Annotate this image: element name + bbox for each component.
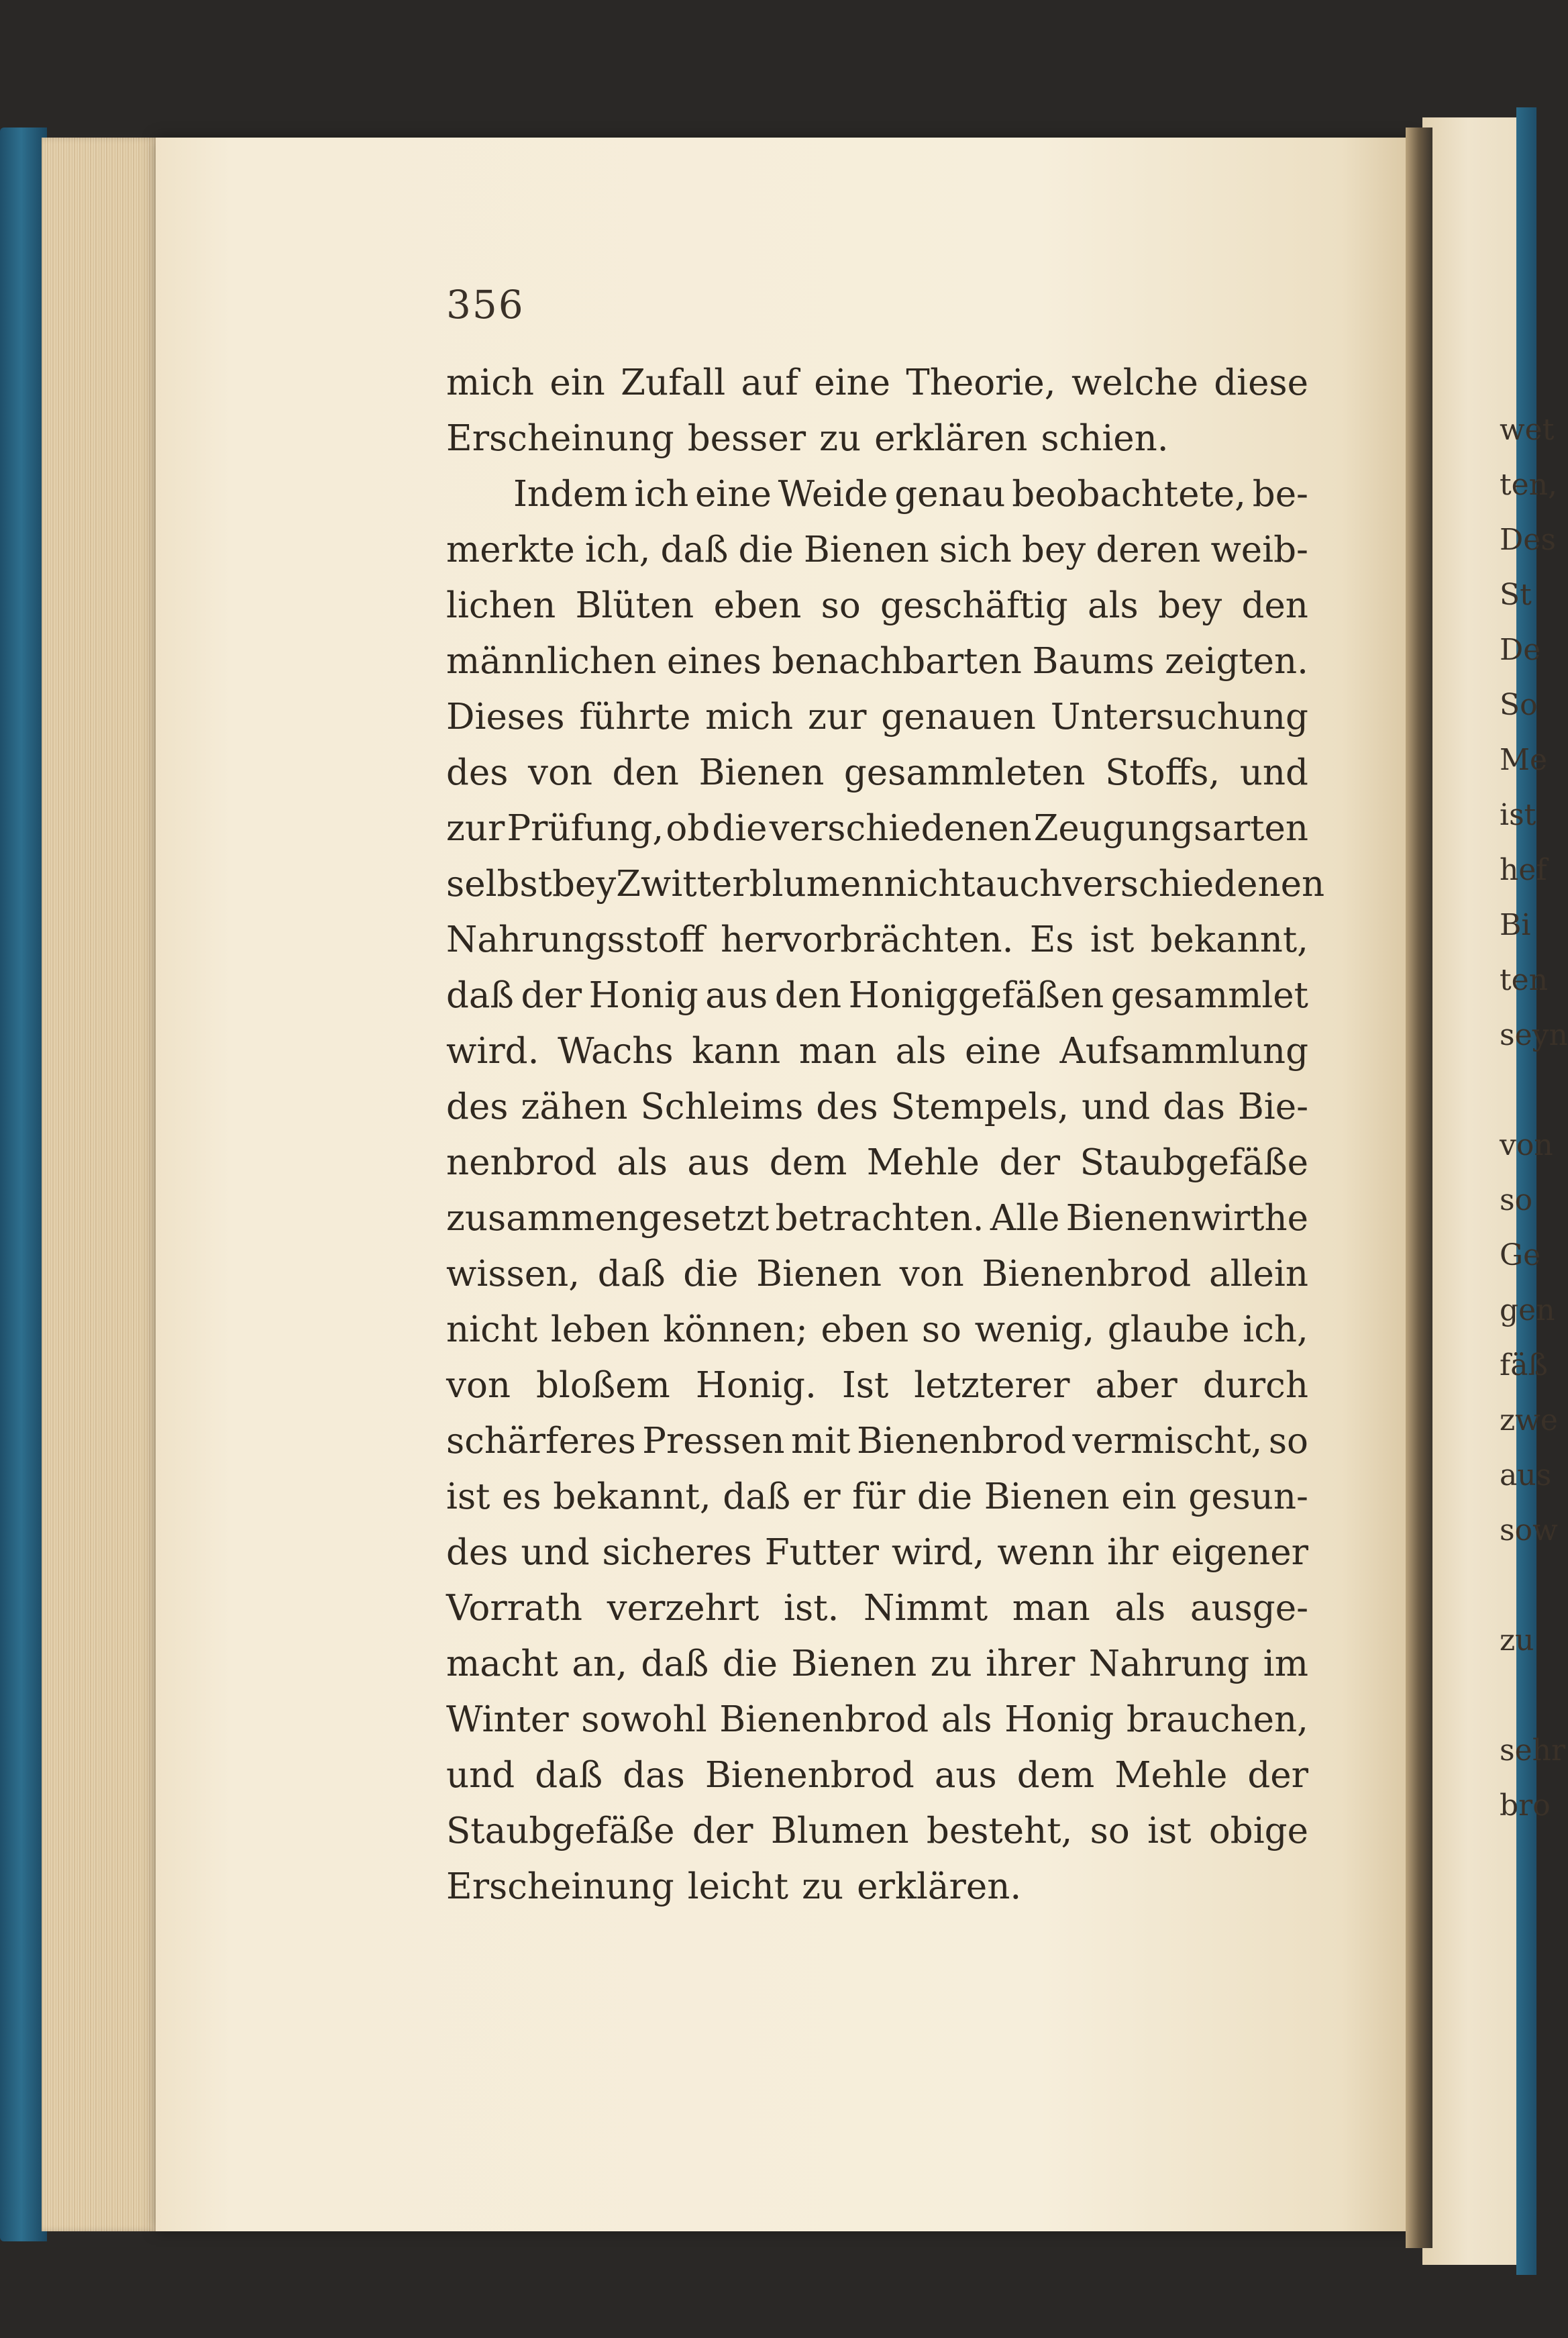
text-line <box>446 752 1308 808</box>
book-gutter <box>1406 128 1432 2248</box>
word: zu <box>819 418 861 459</box>
word: wird. <box>446 1031 539 1072</box>
word: macht <box>446 1643 558 1684</box>
word: Erscheinung <box>446 418 674 459</box>
word: der <box>692 1811 753 1851</box>
word: zusammengesetzt <box>446 1198 770 1239</box>
word: Untersuchung <box>1050 697 1308 738</box>
word: das <box>623 1755 685 1796</box>
word: dem <box>1016 1755 1095 1796</box>
word: Bienenbrod <box>856 1421 1066 1462</box>
word: Zufall <box>621 362 726 403</box>
word: ist. <box>784 1588 839 1629</box>
text-line <box>446 975 1308 1031</box>
word: so <box>921 1309 961 1350</box>
word: des <box>446 1086 509 1127</box>
word: zur <box>808 697 867 738</box>
word: Nimmt <box>864 1588 988 1629</box>
next-page-fragment: seyn <box>1500 1018 1568 1052</box>
next-page-fragment: gen <box>1500 1293 1555 1327</box>
word: eine <box>814 362 891 403</box>
word: ein <box>550 362 605 403</box>
word: den <box>774 975 842 1016</box>
word: Zeugungsarten <box>1033 808 1308 849</box>
word: an, <box>572 1643 627 1684</box>
next-page-fragment: Des <box>1500 523 1556 557</box>
word: Blüten <box>575 585 694 626</box>
word: Dieses <box>446 697 565 738</box>
word: aus <box>687 1142 750 1183</box>
word: kann <box>692 1031 781 1072</box>
word: leicht <box>687 1866 789 1907</box>
next-page-fragment: bro <box>1500 1788 1551 1823</box>
word: brauchen, <box>1126 1699 1308 1740</box>
word: gesammleten <box>843 752 1086 793</box>
word: ob <box>666 808 711 849</box>
word: nicht <box>446 1309 538 1350</box>
word: ihrer <box>986 1643 1076 1684</box>
body-text <box>446 362 1325 1922</box>
word: allein <box>1209 1254 1308 1294</box>
word: verschiedenen <box>769 808 1032 849</box>
word: besteht, <box>926 1811 1073 1851</box>
text-line <box>446 529 1308 585</box>
next-page-fragments <box>1500 413 1568 1843</box>
word: die <box>738 529 794 570</box>
word: und <box>1082 1086 1151 1127</box>
page-edges <box>42 138 162 2231</box>
word: bekannt, <box>553 1476 711 1517</box>
word: leben <box>550 1309 650 1350</box>
word: Pressen <box>642 1421 785 1462</box>
word: Bienen <box>791 1643 917 1684</box>
word: ich, <box>584 529 651 570</box>
word: auch <box>975 864 1063 905</box>
text-line <box>446 641 1308 697</box>
text-line <box>446 1755 1308 1811</box>
text-line <box>446 418 1308 474</box>
word: mich <box>705 697 794 738</box>
word: als <box>1088 585 1139 626</box>
next-page-fragment: De <box>1500 633 1541 667</box>
word: der <box>521 975 582 1016</box>
word: Blumen <box>770 1811 909 1851</box>
word: von <box>899 1254 964 1294</box>
word: obige <box>1208 1811 1308 1851</box>
text-line <box>446 1866 1308 1922</box>
word: Zwitterblumen <box>616 864 884 905</box>
word: ausge- <box>1190 1588 1308 1629</box>
word: Vorrath <box>446 1588 583 1629</box>
next-page-fragment: ten, <box>1500 468 1558 502</box>
word: daß <box>723 1476 791 1517</box>
word: Honig <box>588 975 698 1016</box>
word: Schleims <box>640 1086 804 1127</box>
word: verzehrt <box>607 1588 760 1629</box>
word: Staubgefäße <box>446 1811 675 1851</box>
word: schärferes <box>446 1421 636 1462</box>
word: ist <box>1090 919 1135 960</box>
word: des <box>816 1086 878 1127</box>
next-page-fragment: von <box>1500 1128 1553 1162</box>
word: Bienen <box>756 1254 882 1294</box>
next-page-fragment: Ge <box>1500 1238 1541 1272</box>
word: die <box>712 808 768 849</box>
text-line <box>446 919 1308 975</box>
word: aus <box>934 1755 997 1796</box>
word: und <box>521 1532 590 1573</box>
word: Bie- <box>1237 1086 1308 1127</box>
word: zu <box>802 1866 844 1907</box>
word: und <box>446 1755 515 1796</box>
word: des <box>446 752 509 793</box>
word: nicht <box>884 864 976 905</box>
word: das <box>1163 1086 1225 1127</box>
word: des <box>446 1532 509 1573</box>
next-page-fragment: hef <box>1500 853 1547 887</box>
word: Winter <box>446 1699 569 1740</box>
word: benachbarten <box>772 641 1022 682</box>
word: den <box>612 752 679 793</box>
word: Stempels, <box>890 1086 1069 1127</box>
text-line <box>446 1031 1308 1086</box>
word: erklären. <box>857 1866 1022 1907</box>
word: so <box>1268 1421 1308 1462</box>
word: bekannt, <box>1150 919 1308 960</box>
text-line <box>446 362 1308 418</box>
word: Staubgefäße <box>1080 1142 1308 1183</box>
next-page-fragment: St <box>1500 578 1532 612</box>
word: Bienen <box>984 1476 1110 1517</box>
word: zähen <box>521 1086 628 1127</box>
text-line <box>446 697 1308 752</box>
word: eines <box>666 641 762 682</box>
left-cover-board <box>0 128 47 2241</box>
word: geschäftig <box>880 585 1068 626</box>
word: Prüfung, <box>507 808 664 849</box>
word: genau <box>894 474 1006 515</box>
word: wenig, <box>974 1309 1095 1350</box>
word: besser <box>687 418 806 459</box>
word: Es <box>1029 919 1074 960</box>
word: genauen <box>881 697 1036 738</box>
text-line <box>446 1421 1308 1476</box>
word: auf <box>741 362 798 403</box>
word: Indem <box>513 474 628 515</box>
word: zur <box>446 808 505 849</box>
word: führte <box>579 697 691 738</box>
word: verschiedenen <box>1062 864 1325 905</box>
word: nenbrod <box>446 1142 597 1183</box>
next-page-fragment: ist <box>1500 798 1536 832</box>
word: letzterer <box>914 1365 1070 1406</box>
word: betrachten. <box>775 1198 984 1239</box>
text-line <box>446 1198 1308 1254</box>
word: Honig <box>1004 1699 1114 1740</box>
text-line <box>446 474 1308 529</box>
word: mit <box>790 1421 851 1462</box>
next-page-fragment: aus <box>1500 1458 1552 1492</box>
text-line <box>446 1476 1308 1532</box>
next-page-fragment: sow <box>1500 1513 1558 1547</box>
word: Ist <box>841 1365 889 1406</box>
word: ist <box>446 1476 490 1517</box>
word: mich <box>446 362 535 403</box>
word: können; <box>663 1309 808 1350</box>
word: schien. <box>1041 418 1169 459</box>
word: erklären <box>874 418 1028 459</box>
word: daß <box>446 975 514 1016</box>
word: so <box>1090 1811 1130 1851</box>
word: es <box>502 1476 541 1517</box>
word: die <box>722 1643 778 1684</box>
word: im <box>1263 1643 1308 1684</box>
next-page-fragment: Me <box>1500 743 1548 777</box>
word: lichen <box>446 585 556 626</box>
word: ich <box>634 474 689 515</box>
text-line <box>446 864 1325 919</box>
word: daß <box>641 1643 709 1684</box>
word: bey <box>552 864 617 905</box>
word: Wachs <box>558 1031 674 1072</box>
word: gesun- <box>1188 1476 1308 1517</box>
word: eben <box>821 1309 909 1350</box>
word: diese <box>1214 362 1308 403</box>
word: sicheres <box>602 1532 752 1573</box>
text-line <box>446 1309 1308 1365</box>
text-line <box>446 1643 1308 1699</box>
text-line <box>446 1254 1308 1309</box>
next-page-fragment: so <box>1500 1183 1533 1217</box>
word: Honiggefäßen <box>848 975 1104 1016</box>
word: Nahrungsstoff <box>446 919 704 960</box>
word: weib- <box>1210 529 1308 570</box>
text-line <box>446 585 1308 641</box>
word: selbst <box>446 864 552 905</box>
word: als <box>941 1699 992 1740</box>
word: Baums <box>1032 641 1155 682</box>
next-page-fragment: zwe <box>1500 1403 1558 1437</box>
word: als <box>895 1031 947 1072</box>
word: Honig. <box>695 1365 817 1406</box>
next-page-fragment: zu <box>1500 1623 1534 1658</box>
word: hervorbrächten. <box>721 919 1014 960</box>
word: ihr <box>1107 1532 1159 1573</box>
word: der <box>999 1142 1060 1183</box>
word: durch <box>1202 1365 1308 1406</box>
word: daß <box>535 1755 603 1796</box>
word: man <box>1012 1588 1090 1629</box>
text-line <box>446 1365 1308 1421</box>
word: bey <box>1158 585 1222 626</box>
word: Bienenbrod <box>719 1699 929 1740</box>
word: männlichen <box>446 641 657 682</box>
word: aber <box>1095 1365 1178 1406</box>
word: ich, <box>1243 1309 1308 1350</box>
word: man <box>798 1031 877 1072</box>
text-line <box>446 1699 1308 1755</box>
word: wird, <box>891 1532 985 1573</box>
word: beobachtete, <box>1012 474 1246 515</box>
word: Weide <box>778 474 888 515</box>
word: der <box>1247 1755 1308 1796</box>
word: Alle <box>990 1198 1060 1239</box>
text-line <box>446 1086 1308 1142</box>
word: sowohl <box>581 1699 707 1740</box>
word: Theorie, <box>906 362 1056 403</box>
word: ein <box>1121 1476 1177 1517</box>
word: welche <box>1071 362 1198 403</box>
word: und <box>1239 752 1308 793</box>
text-line <box>446 1532 1308 1588</box>
word: als <box>617 1142 668 1183</box>
next-page-fragment: fäß <box>1500 1348 1548 1382</box>
word: Stoffs, <box>1105 752 1220 793</box>
word: so <box>821 585 861 626</box>
word: den <box>1241 585 1308 626</box>
word: eben <box>713 585 802 626</box>
word: für <box>852 1476 906 1517</box>
word: Nahrung <box>1088 1643 1250 1684</box>
word: be- <box>1252 474 1308 515</box>
word: sich <box>939 529 1012 570</box>
word: die <box>683 1254 739 1294</box>
word: Bienenbrod <box>982 1254 1192 1294</box>
word: glaube <box>1107 1309 1230 1350</box>
next-page-fragment: wet <box>1500 413 1555 447</box>
word: als <box>1114 1588 1166 1629</box>
word: die <box>917 1476 973 1517</box>
word: daß <box>660 529 729 570</box>
next-page-fragment: Bi <box>1500 908 1531 942</box>
word: gesammlet <box>1110 975 1308 1016</box>
word: zu <box>930 1643 972 1684</box>
word: von <box>528 752 592 793</box>
word: Futter <box>764 1532 879 1573</box>
word: eine <box>965 1031 1041 1072</box>
word: zeigten. <box>1165 641 1308 682</box>
word: eigener <box>1171 1532 1308 1573</box>
word: ist <box>1147 1811 1192 1851</box>
word: merkte <box>446 529 575 570</box>
word: Aufsammlung <box>1059 1031 1308 1072</box>
word: eine <box>695 474 772 515</box>
word: dem <box>769 1142 847 1183</box>
word: wenn <box>997 1532 1095 1573</box>
text-line <box>446 1811 1308 1866</box>
next-page-fragment: sehr <box>1500 1733 1565 1768</box>
text-line <box>446 1588 1308 1643</box>
word: von <box>446 1365 511 1406</box>
word: vermischt, <box>1072 1421 1263 1462</box>
word: bey <box>1021 529 1086 570</box>
word: Mehle <box>1114 1755 1228 1796</box>
text-line <box>446 1142 1308 1198</box>
word: Bienenwirthe <box>1065 1198 1308 1239</box>
word: Erscheinung <box>446 1866 674 1907</box>
word: wissen, <box>446 1254 580 1294</box>
next-page-fragment: So <box>1500 688 1538 722</box>
word: bloßem <box>536 1365 670 1406</box>
word: Bienenbrod <box>704 1755 914 1796</box>
next-page-fragment: ten <box>1500 963 1549 997</box>
text-line <box>446 808 1308 864</box>
word: deren <box>1096 529 1201 570</box>
word: aus <box>705 975 768 1016</box>
word: daß <box>597 1254 666 1294</box>
word: er <box>802 1476 841 1517</box>
page-number: 356 <box>446 282 525 327</box>
word: Bienen <box>803 529 929 570</box>
word: Mehle <box>866 1142 980 1183</box>
word: Bienen <box>698 752 825 793</box>
